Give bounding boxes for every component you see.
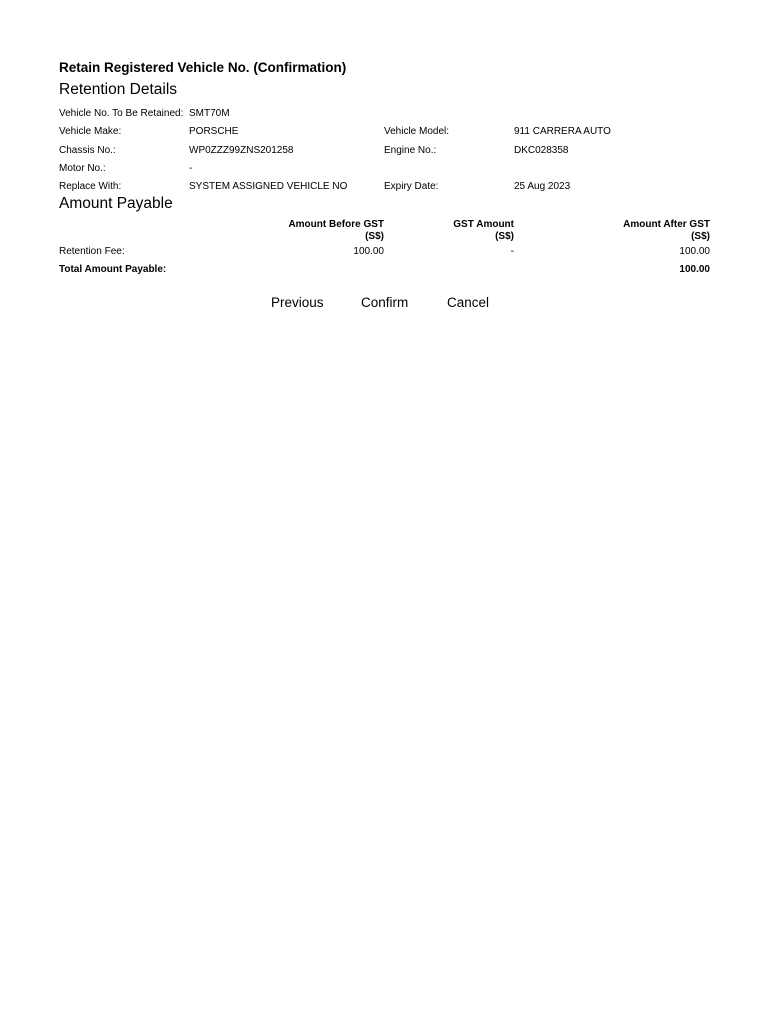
- column-header-gst-line1: GST Amount: [453, 219, 514, 230]
- cancel-button[interactable]: Cancel: [447, 295, 490, 310]
- previous-button[interactable]: Previous: [271, 295, 324, 310]
- motor-no-value: -: [189, 163, 193, 174]
- total-amount-value: 100.00: [679, 264, 710, 275]
- engine-no-label: Engine No.:: [384, 145, 437, 156]
- expiry-date-label: Expiry Date:: [384, 181, 439, 192]
- replace-row: [0, 181, 768, 195]
- column-header-gst-line2: (S$): [495, 231, 514, 242]
- column-header-gst-amount: [404, 219, 514, 243]
- motor-no-label: Motor No.:: [59, 163, 106, 174]
- replace-with-value: SYSTEM ASSIGNED VEHICLE NO: [189, 181, 348, 192]
- confirm-button[interactable]: Confirm: [361, 295, 409, 310]
- retention-details-heading: Retention Details: [59, 81, 178, 98]
- column-header-before-line2: (S$): [365, 231, 384, 242]
- chassis-no-label: Chassis No.:: [59, 145, 116, 156]
- replace-with-label: Replace With:: [59, 181, 122, 192]
- retention-fee-before-gst: 100.00: [353, 246, 384, 257]
- retention-fee-gst: -: [510, 246, 514, 257]
- vehicle-make-label: Vehicle Make:: [59, 126, 122, 137]
- vehicle-no-label: Vehicle No. To Be Retained:: [59, 108, 184, 119]
- column-header-amount-before-gst: [244, 219, 384, 243]
- vehicle-model-value: 911 CARRERA AUTO: [514, 126, 611, 137]
- column-header-after-line2: (S$): [691, 231, 710, 242]
- motor-row: [0, 163, 768, 177]
- column-header-after-line1: Amount After GST: [623, 219, 710, 230]
- total-amount-label: Total Amount Payable:: [59, 264, 167, 275]
- vehicle-make-row: [0, 126, 768, 140]
- page-title: Retain Registered Vehicle No. (Confirmation): [59, 60, 347, 75]
- expiry-date-value: 25 Aug 2023: [514, 181, 571, 192]
- retention-fee-after-gst: 100.00: [679, 246, 710, 257]
- retention-fee-label: Retention Fee:: [59, 246, 125, 257]
- chassis-row: [0, 145, 768, 159]
- column-header-amount-after-gst: [570, 219, 710, 243]
- action-bar: [0, 295, 768, 315]
- chassis-no-value: WP0ZZZ99ZNS201258: [189, 145, 294, 156]
- vehicle-make-value: PORSCHE: [189, 126, 239, 137]
- column-header-before-line1: Amount Before GST: [288, 219, 384, 230]
- vehicle-model-label: Vehicle Model:: [384, 126, 450, 137]
- vehicle-no-value: SMT70M: [189, 108, 230, 119]
- vehicle-no-row: [0, 108, 768, 122]
- amount-payable-heading: Amount Payable: [59, 195, 173, 212]
- engine-no-value: DKC028358: [514, 145, 569, 156]
